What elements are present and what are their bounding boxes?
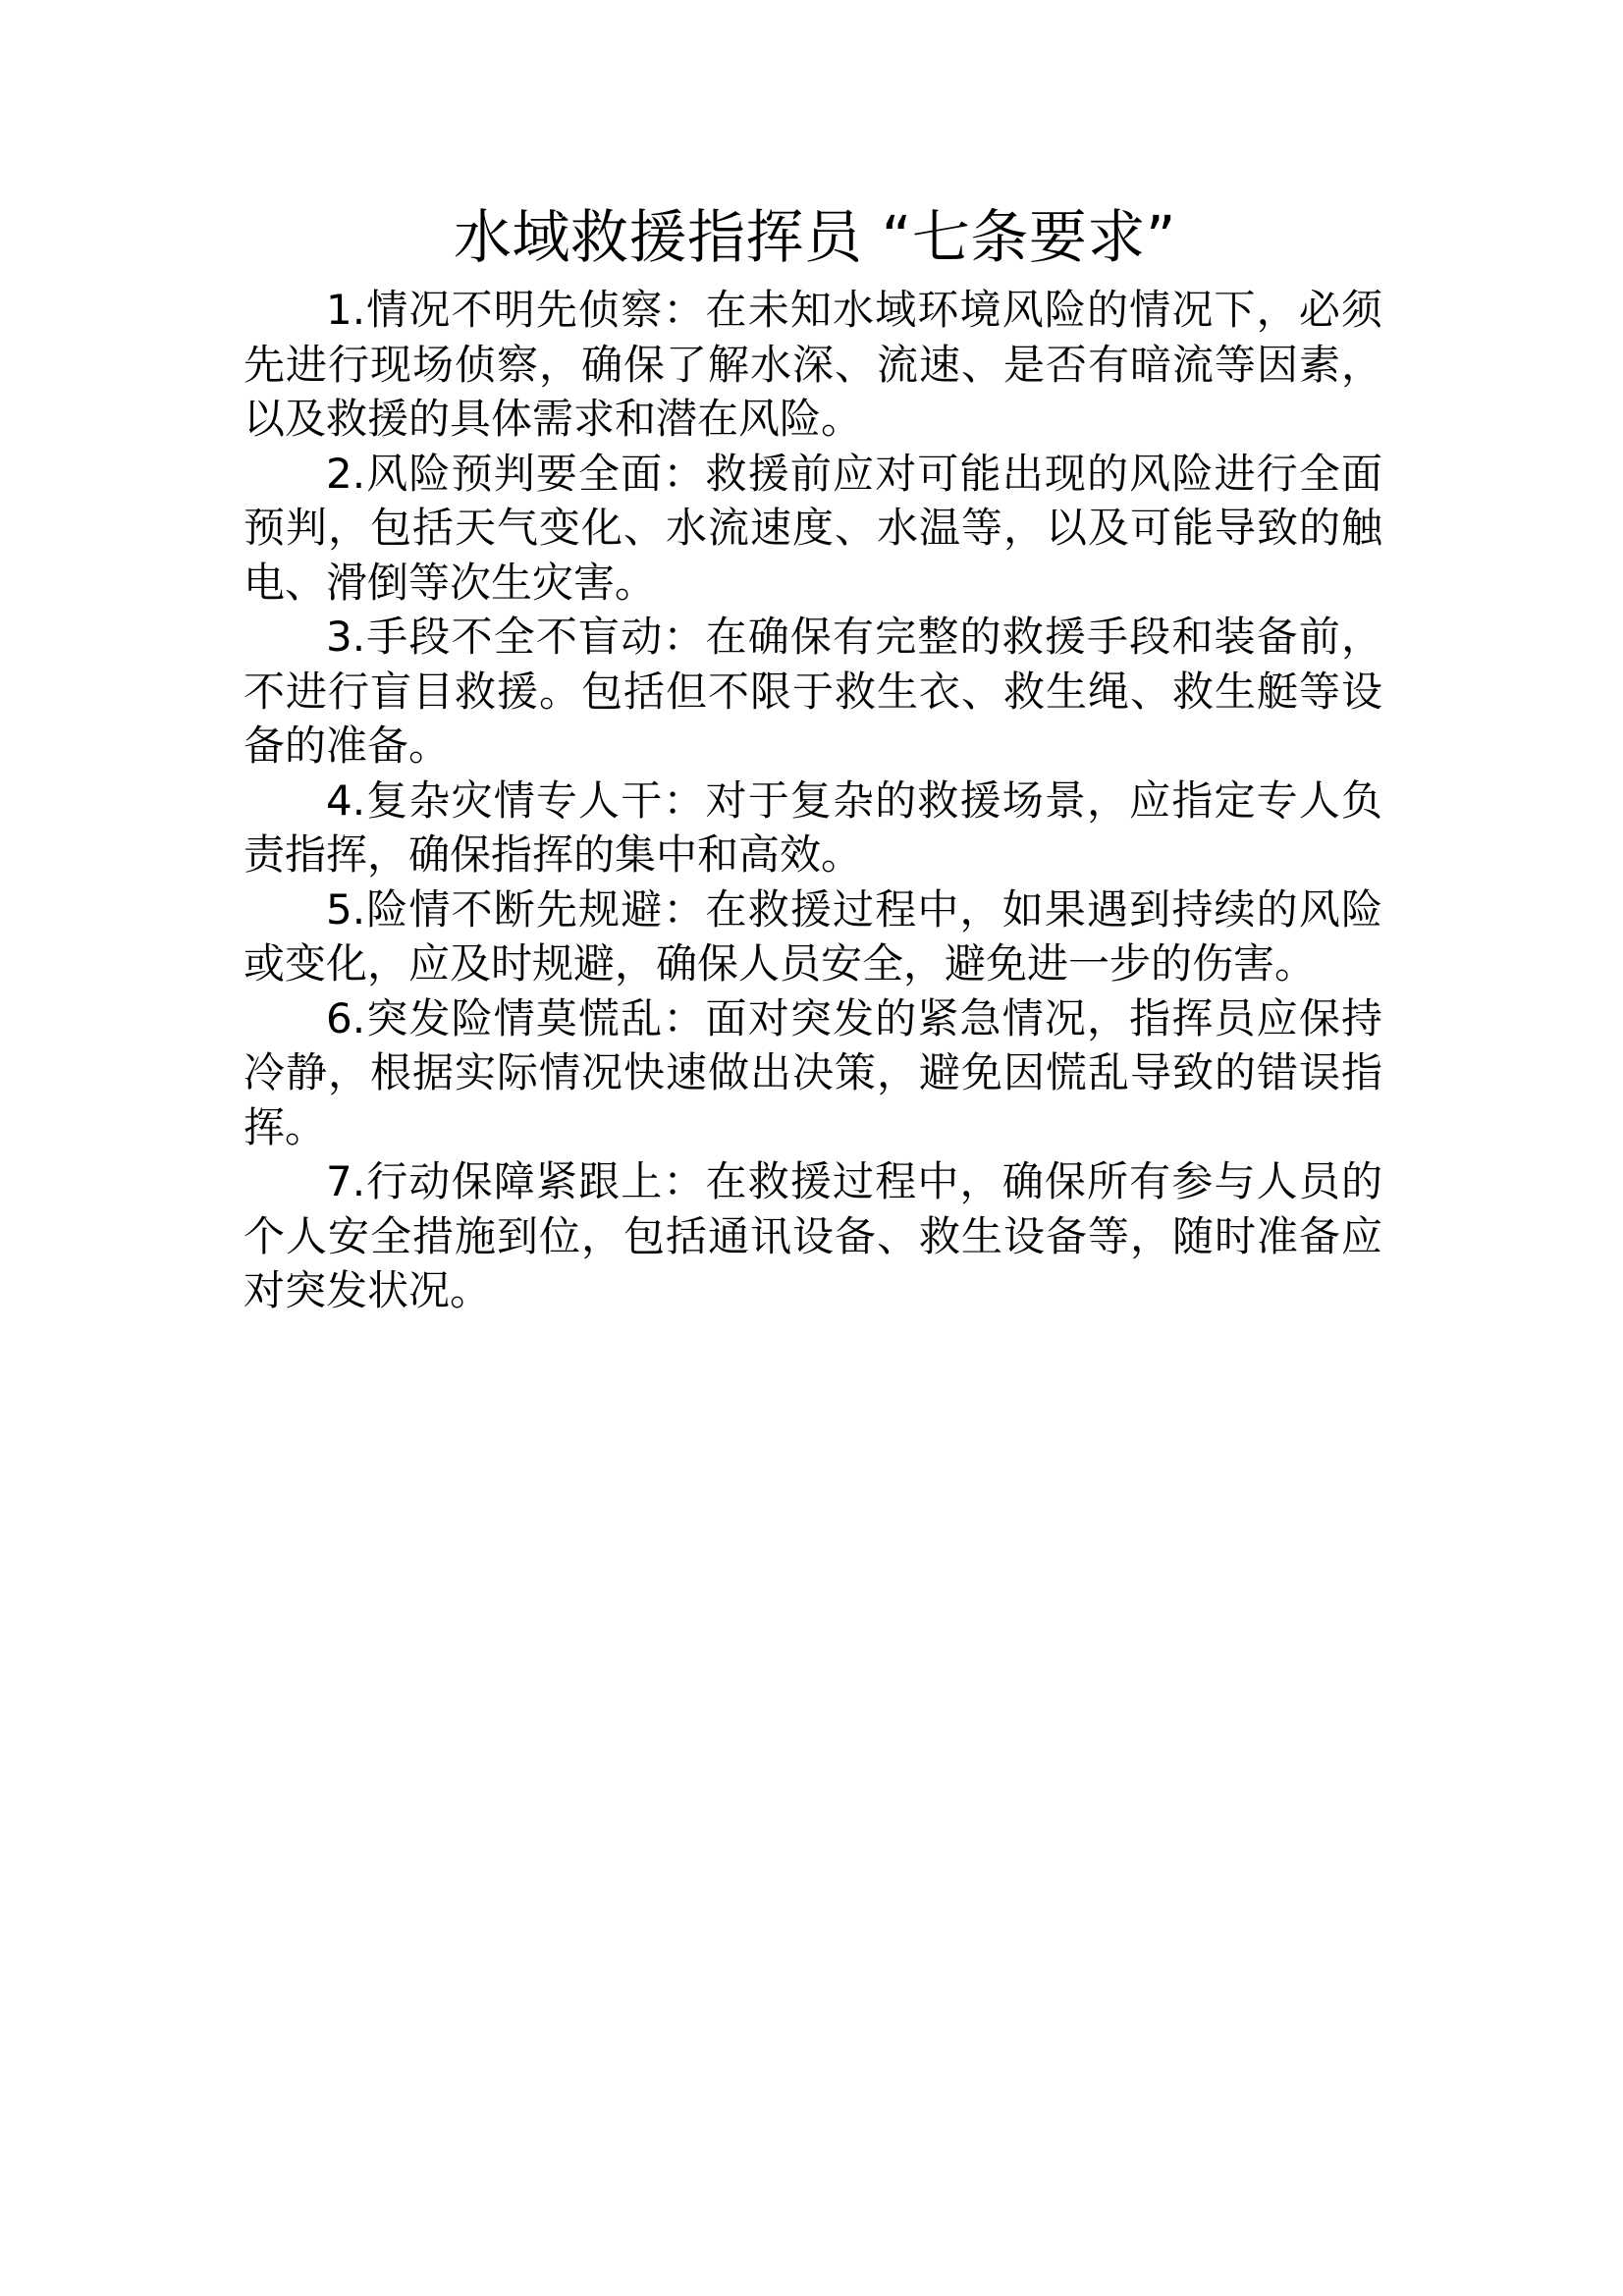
requirement-item-4: 4.复杂灾情专人干：对于复杂的救援场景，应指定专人负责指挥，确保指挥的集中和高效。: [243, 775, 1382, 879]
requirement-item-2: 2.风险预判要全面：救援前应对可能出现的风险进行全面预判，包括天气变化、水流速度、水温等，以及可能导致的触电、滑倒等次生灾害。: [243, 449, 1382, 607]
requirement-item-3: 3.手段不全不盲动：在确保有完整的救援手段和装备前，不进行盲目救援。包括但不限于救生衣、救生绳、救生艇等设备的准备。: [243, 613, 1382, 770]
requirement-item-6: 6.突发险情莫慌乱：面对突发的紧急情况，指挥员应保持冷静，根据实际情况快速做出决策，避免因慌乱导致的错误指挥。: [243, 993, 1382, 1151]
requirement-item-7: 7.行动保障紧跟上：在救援过程中，确保所有参与人员的个人安全措施到位，包括通讯设备、救生设备等，随时准备应对突发状况。: [243, 1157, 1382, 1314]
requirement-item-5: 5.险情不断先规避：在救援过程中，如果遇到持续的风险或变化，应及时规避，确保人员安全，避免进一步的伤害。: [243, 884, 1382, 988]
document-body: [243, 283, 1382, 1318]
document-title: 水域救援指挥员 “七条要求”: [454, 203, 1176, 271]
requirement-item-1: 1.情况不明先侦察：在未知水域环境风险的情况下，必须先进行现场侦察，确保了解水深、流速、是否有暗流等因素，以及救援的具体需求和潜在风险。: [243, 286, 1382, 443]
